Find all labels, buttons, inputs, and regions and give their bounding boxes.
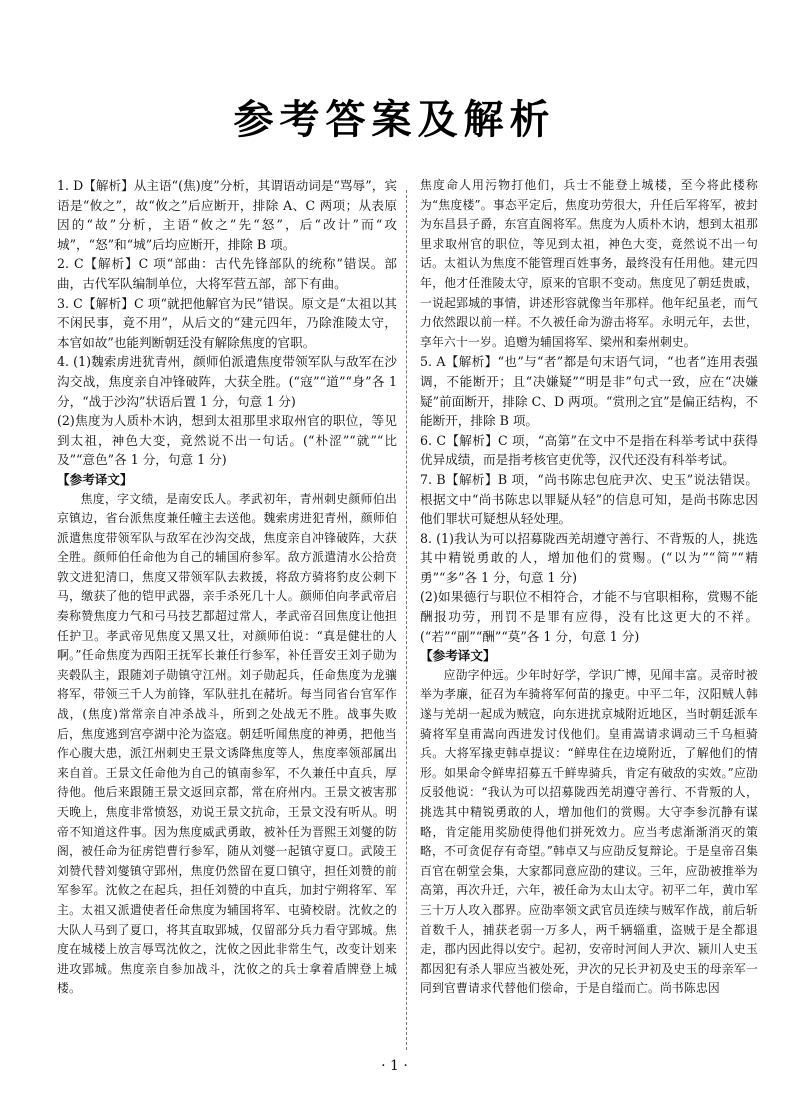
- answer-item-4-part-1: 4. (1)魏索虏进犹青州，颜师伯派遣焦度带领军队与敌军在沙沟交战，焦度亲自冲锋破阵，大获全胜。(“寇”“道”“身”各 1 分，“战于沙沟”状语后置 1 分，句意 1 分): [57, 354, 397, 409]
- answer-item-7: 7. B【解析】B 项，“尚书陈忠包庇尹次、史玉”说法错误。根据文中“尚书陈忠以罪疑从轻”的信息可知，是尚书陈忠因他们罪状可疑想从轻处理。: [420, 471, 758, 527]
- page-number: · 1 ·: [381, 1058, 408, 1074]
- answer-item-8-part-2: (2)如果德行与职位不相符合，才能不与官职相称，赏赐不能酬报功劳，刑罚不是罪有应得，没有比这更大的不祥。(“若”“副”“酬”“莫”各 1 分，句意 1 分): [420, 589, 758, 644]
- answer-item-1: 1. D【解析】从主语“(焦)度”分析，其谓语动词是“骂辱”，宾语是“攸之”，故“攸之”后应断开，排除 A、C 两项；从表原因的“故”分析，主语“攸之”先“怒”，后“改计”而“攻城”，“怒”和“城”后均应断开，排除 B 项。: [57, 178, 397, 252]
- reference-translation-2: 应劭字仲远。少年时好学，学识广博，见闻丰富。灵帝时被举为孝廉，征召为车骑将军何苗的掾吏。中平二年，汉阳贼人韩遂与羌胡一起成为贼寇，向东进扰京城附近地区，当时朝廷派车骑将军皇甫嵩向西进发讨伐他们。皇甫嵩请求调动三千乌桓骑兵。大将军掾吏韩卓提议：“鲜卑住在边境附近，了解他们的情形。如果命令鲜卑招募五千鲜卑骑兵，肯定有破敌的实效。”应劭反驳他说：“我认为可以招募陇西羌胡遵守善行、不背叛的人，挑选其中精锐勇敢的人，增加他们的赏赐。大守李参沉静有谋略，肯定能用奖励使得他们拼死效力。应当考虑渐渐消灭的策略，不可贪促存有奇望。”韩卓又与应劭反复辩论。于是皇帝召集百官在朝堂会集，大家都同意应劭的建议。三年，应劭被推举为高第，再次升迁，六年，被任命为太山太守。初平二年，黄巾军三十万人攻入郡界。应劭率领文武官员连续与贼军作战，前后斩首数千人，捕获老弱一万多人，两千辆辎重，盗贼于是全都退走，郡内因此得以安宁。起初，安帝时河间人尹次、颍川人史玉都因犯有杀人罪应当被处死，尹次的兄长尹初及史玉的母亲军一同到官曹请求代替他们偿命，于是自缢而亡。尚书陈忠因: [420, 667, 758, 996]
- reference-translation-1: 焦度，字文绩，是南安氐人。孝武初年，青州刺史颜师伯出京镇边，省台派焦度兼任幢主去送他。魏索虏进犯青州，颜师伯派遣焦度带领军队与敌军在沙沟交战，焦度亲自冲锋破阵，大获全胜。颜师伯任命他为自己的辅国府参军。敌方派遣清水公拾贲敦文进犯清口，焦度又带领军队去救援，将敌方骑将豹皮公刺下马，缴获了他的铠甲武器，亲手杀死几十人。颜师伯向孝武帝启奏称赞焦度力气和弓马技艺都超过常人，孝武帝召回焦度让他担任护卫。孝武帝见焦度又黑又壮，对颜师伯说：“真是健壮的人啊。”任命焦度为西阳王抚军长兼任行参军，补任晋安王刘子勋为夹毂队主，跟随刘子勋镇守江州。刘子勋起兵，任命焦度为龙骧将军，带领三千人为前锋，军队驻扎在赭圻。每当同省台官军作战，(焦度)常常亲自冲杀战斗，所到之处战无不胜。战事失败后，焦度逃到宫亭湖中沦为盗寇。朝廷听闻焦度的神勇，把他当作心腹大患，派江州刺史王景文诱降焦度等人，焦度率领部属出来自首。王景文任命他为自己的镇南参军，不久兼任中直兵，厚待他。他后来跟随王景文返回京都，常在府州内。王景文被害那天晚上，焦度非常愤怒，劝说王景文抗命，王景文没有听从。明帝不知道这件事。因为焦度威武勇敢，被补任为晋熙王刘燮的防阁，被任命为征虏铠曹行参军，随从刘燮一起镇守夏口。武陵王刘赞代替刘燮镇守郢州，焦度仍然留在夏口镇守，担任刘赞的前军参军。沈攸之在起兵，担任刘赞的中直兵，加封宁朔将军、军主。太祖又派遣使者任命焦度为辅国将军、屯骑校尉。沈攸之的大队人马到了夏口，将其直取郢城，仅留部分兵力看守郢城。焦度在城楼上放言辱骂沈攸之，沈攸之因此非常生气，改变计划来进攻郢城。焦度亲自参加战斗，沈攸之的兵士拿着盾牌登上城楼。: [57, 491, 397, 996]
- right-column: [420, 176, 758, 999]
- answer-item-6: 6. C【解析】C 项，“高第”在文中不是指在科举考试中获得优异成绩，而是指考核官吏优等，汉代还没有科举考试。: [420, 432, 758, 468]
- answer-item-8-part-1: 8. (1)我认为可以招募陇西羌胡遵守善行、不背叛的人，挑选其中精锐勇敢的人，增加他们的赏赐。(“以为”“简”“精勇”“多”各 1 分，句意 1 分): [420, 530, 758, 585]
- answer-item-3: 3. C【解析】C 项“就把他解官为民”错误。原文是“太祖以其不闲民事，竟不用”，从后文的“建元四年，乃除淮陵太守，本官如故”也能判断朝廷没有解除焦度的官职。: [57, 295, 397, 350]
- answer-item-4-part-2: (2)焦度为人质朴木讷，想到太祖那里求取州官的职位，等见到太祖，神色大变，竟然说不出一句话。(“朴涩”“就”“比及”“意色”各 1 分，句意 1 分): [57, 413, 397, 468]
- left-column: [57, 176, 397, 999]
- answer-item-5: 5. A【解析】“也”与“者”都是句末语气词，“也者”连用表强调，不能断开；且“决嫌疑”“明是非”句式一致，应在“决嫌疑”前面断开，排除 C、D 两项。“赏刑之宜”是偏正结构，不能断开，排除 B 项。: [420, 354, 758, 429]
- reference-translation-heading-2: 【参考译文】: [420, 648, 496, 664]
- reference-translation-heading-1: 【参考译文】: [57, 471, 133, 487]
- page-title: 参考答案及解析: [233, 97, 556, 143]
- answer-item-2: 2. C【解析】C 项“部曲：古代先锋部队的统称”错误。部曲，古代军队编制单位，大将军营五部，部下有曲。: [57, 256, 397, 291]
- column-divider: [406, 190, 407, 1050]
- reference-translation-1-continued: 焦度命人用污物打他们，兵士不能登上城楼，至今将此楼称为“焦度楼”。事态平定后，焦度功劳很大，升任后军将军，被封为东昌县子爵，东宫直阁将军。焦度为人质朴木讷，想到太祖那里求取州官的职位，等见到太祖，神色大变，竟然说不出一句话。太祖认为焦度不能管理百姓事务，最终没有任用他。建元四年，他才任淮陵太守，原来的官职不变动。焦度见了朝廷贵戚，一说起郢城的事情，讲述形容就像当年那样。他年纪虽老，而气力依然跟以前一样。不久被任命为游击将军。永明元年，去世，享年六十一岁。追赠为辅国将军、梁州和秦州刺史。: [420, 178, 758, 349]
